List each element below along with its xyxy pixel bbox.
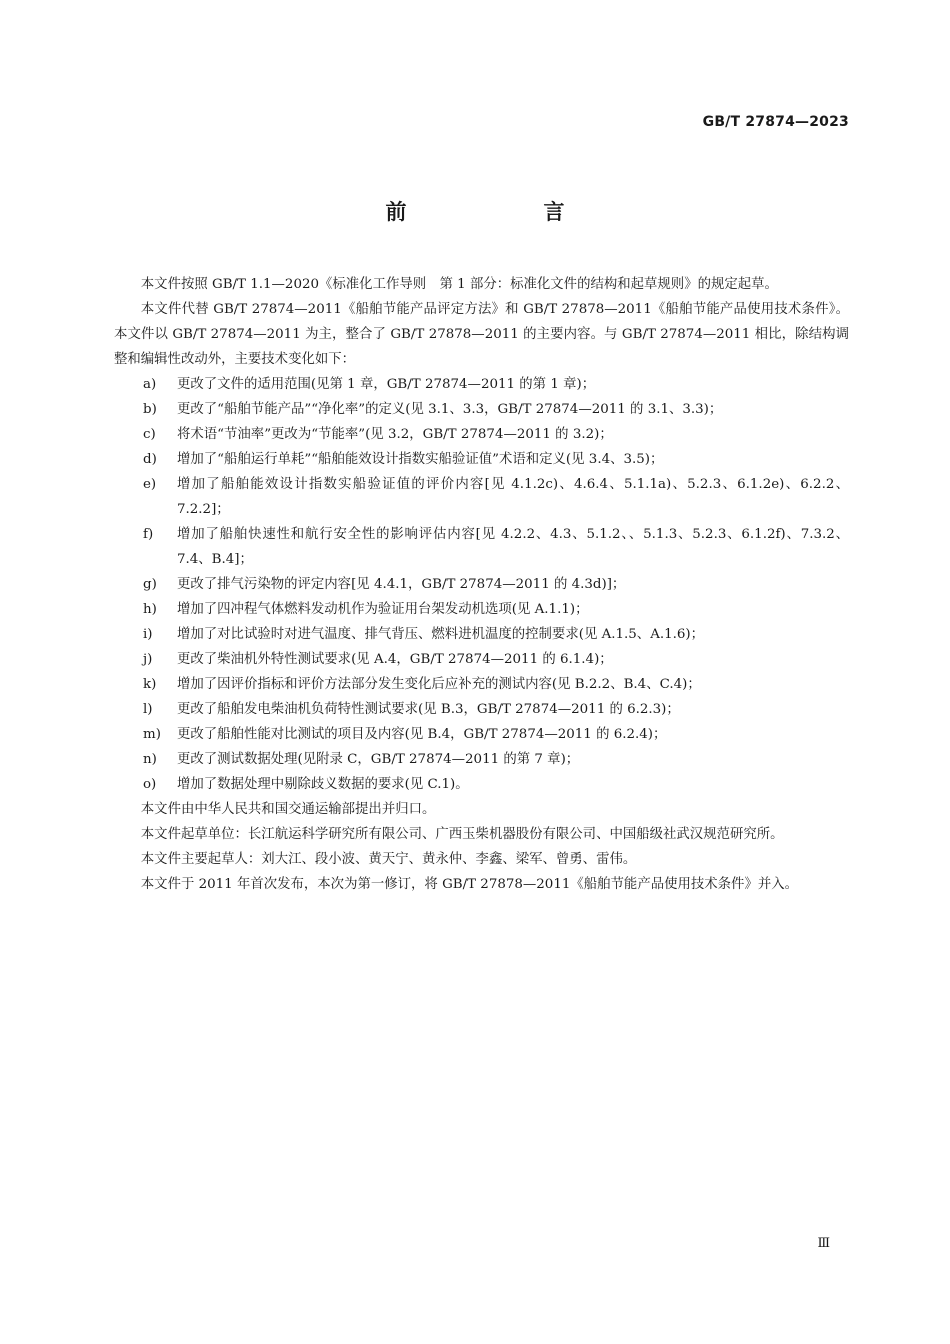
list-item: n) 更改了测试数据处理(见附录 C，GB/T 27874—2011 的第 7 章)； bbox=[143, 752, 580, 767]
change-list bbox=[114, 372, 849, 797]
list-item: k) 增加了因评价指标和评价方法部分发生变化后应补充的测试内容(见 B.2.2、B.4、C.4)； bbox=[143, 677, 701, 692]
list-item: f) 增加了船舶快速性和航行安全性的影响评估内容[见 4.2.2、4.3、5.1.2、、5.1.3、5.2.3、6.1.2f)、7.3.2、7.4、B.4]； bbox=[143, 527, 849, 567]
list-item: h) 增加了四冲程气体燃料发动机作为验证用台架发动机选项(见 A.1.1)； bbox=[143, 602, 589, 617]
page-title: 前 言 bbox=[385, 200, 623, 224]
paragraph-publication-history: 本文件于 2011 年首次发布，本次为第一修订，将 GB/T 27878—2011《船舶节能产品使用技术条件》并入。 bbox=[140, 877, 799, 892]
paragraph-drafting-basis: 本文件按照 GB/T 1.1—2020《标准化工作导则 第 1 部分：标准化文件的结构和起草规则》的规定起草。 bbox=[140, 277, 778, 292]
list-item: l) 更改了船舶发电柴油机负荷特性测试要求(见 B.3，GB/T 27874—2011 的 6.2.3)； bbox=[143, 702, 680, 717]
paragraph-drafters: 本文件主要起草人：刘大江、段小波、黄天宁、黄永仲、李鑫、梁军、曾勇、雷伟。 bbox=[140, 852, 637, 867]
list-item: d) 增加了“船舶运行单耗”“船舶能效设计指数实船验证值”术语和定义(见 3.4、3.5)； bbox=[143, 452, 664, 467]
list-item: m) 更改了船舶性能对比测试的项目及内容(见 B.4，GB/T 27874—2011 的 6.2.4)； bbox=[143, 727, 667, 742]
list-item: j) 更改了柴油机外特性测试要求(见 A.4，GB/T 27874—2011 的 6.1.4)； bbox=[143, 652, 613, 667]
paragraph-proposer: 本文件由中华人民共和国交通运输部提出并归口。 bbox=[140, 802, 436, 817]
list-item: g) 更改了排气污染物的评定内容[见 4.4.1，GB/T 27874—2011 的 4.3d)]； bbox=[143, 577, 626, 592]
list-item: o) 增加了数据处理中剔除歧义数据的要求(见 C.1)。 bbox=[143, 777, 469, 792]
document-body bbox=[114, 272, 849, 897]
list-item: a) 更改了文件的适用范围(见第 1 章，GB/T 27874—2011 的第 1 章)； bbox=[143, 377, 596, 392]
list-item: e) 增加了船舶能效设计指数实船验证值的评价内容[见 4.1.2c)、4.6.4、5.1.1a)、5.2.3、6.1.2e)、6.2.2、7.2.2]； bbox=[143, 477, 849, 517]
document-id: GB/T 27874—2023 bbox=[702, 114, 849, 130]
list-item: c) 将术语“节油率”更改为“节能率”(见 3.2，GB/T 27874—2011 的 3.2)； bbox=[143, 427, 613, 442]
list-item: b) 更改了“船舶节能产品”“净化率”的定义(见 3.1、3.3，GB/T 27874—2011 的 3.1、3.3)； bbox=[143, 402, 723, 417]
page-number: Ⅲ bbox=[817, 1236, 830, 1251]
list-item: i) 增加了对比试验时对进气温度、排气背压、燃料进机温度的控制要求(见 A.1.5、A.1.6)； bbox=[143, 627, 705, 642]
paragraph-drafting-units: 本文件起草单位：长江航运科学研究所有限公司、广西玉柴机器股份有限公司、中国船级社武汉规范研究所。 bbox=[140, 827, 784, 842]
paragraph-replacement: 本文件代替 GB/T 27874—2011《船舶节能产品评定方法》和 GB/T 27878—2011《船舶节能产品使用技术条件》。本文件以 GB/T 27874—2011 为主，整合了 GB/T 27878—2011 的主要内容。与 GB/T 27874—2011 相比，除结构调整和编辑性改动外，主要技术变化如下： bbox=[114, 302, 849, 367]
